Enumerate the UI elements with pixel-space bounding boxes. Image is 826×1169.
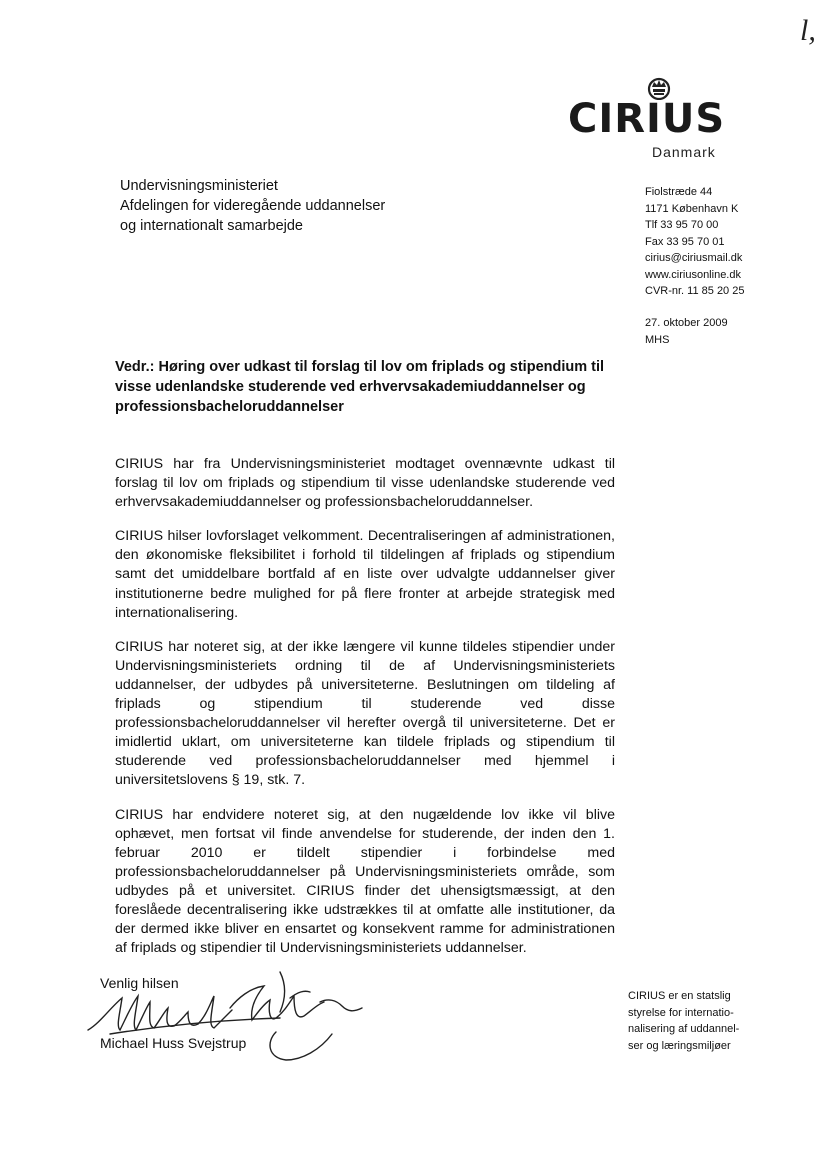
sender-street: Fiolstræde 44	[645, 186, 713, 198]
footer-line: styrelse for internatio-	[628, 1006, 734, 1019]
signer-name: Michael Huss Svejstrup	[100, 1035, 247, 1051]
logo-subtitle: Danmark	[652, 144, 716, 160]
footer-line: nalisering af uddannel-	[628, 1023, 740, 1035]
sender-email: cirius@ciriusmail.dk	[645, 252, 743, 264]
body-paragraph: CIRIUS har endvidere noteret sig, at den nugældende lov ikke vil blive ophævet, men fortsat vil finde anvendelse for studerende, der inden den 1. februar 2010 er tildelt stipendier i forbindelse med professionsbacheloruddannelser på Undervisningsministeriets område, som udbydes på et universitet. CIRIUS finder det uhensigtsmæssigt, at den foreslåede decentralisering ikke udstrækkes til at omfatte alle institutioner, da der dermed ikke bliver en ensartet og konsekvent ramme for administrationen af friplads og stipendier til Undervisningsministeriets uddannelser.	[115, 806, 615, 957]
body-paragraph: CIRIUS har noteret sig, at der ikke længere vil kunne tildeles stipendier under Undervisningsministeriets ordning til de af Undervisningsministeriets uddannelser, der udbydes på universiteterne. Beslutningen om tildeling af friplads og stipendium til studerende ved disse professionsbacheloruddannelser vil herefter overgå til universiteterne. Det er imidlertid uklart, om universiteterne kan tildele friplads og stipendium til studerende ved professionsbacheloruddannelser med hjemmel i universitetslovens § 19, stk. 7.	[115, 638, 615, 789]
recipient-line: og internationalt samarbejde	[120, 218, 303, 234]
sender-fax: Fax 33 95 70 01	[645, 235, 725, 248]
recipient-address	[120, 176, 385, 236]
author-initials: MHS	[645, 333, 670, 346]
logo-name: CIRIUS	[568, 96, 726, 142]
footer-line: CIRIUS er en statslig	[628, 990, 731, 1002]
body-paragraph: CIRIUS hilser lovforslaget velkomment. Decentraliseringen af administrationen, den økonomiske fleksibilitet i forhold til tildelingen af friplads og stipendium samt det umiddelbare bortfald af en liste over udvalgte uddannelser giver institutionerne bedre mulighed for på flere fronter at arbejde strategisk med internationalisering.	[115, 528, 615, 621]
letter-body	[115, 455, 615, 973]
sender-website: www.ciriusonline.dk	[645, 268, 741, 281]
footer-note	[628, 988, 739, 1054]
closing-greeting: Venlig hilsen	[100, 975, 179, 991]
body-paragraph: CIRIUS har fra Undervisningsministeriet modtaget ovennævnte udkast til forslag til lov om friplads og stipendium til visse udenlandske studerende ved erhvervsakademiuddannelser og professionsbacheloruddannelser.	[115, 456, 615, 511]
recipient-line: Undervisningsministeriet	[120, 178, 278, 194]
sender-phone: Tlf 33 95 70 00	[645, 219, 719, 231]
letter-date: 27. oktober 2009	[645, 317, 728, 329]
sender-address	[645, 184, 744, 300]
subject-heading: Vedr.: Høring over udkast til forslag til lov om friplads og stipendium til visse udenlandske studerende ved erhvervsakademiuddannelser og professionsbacheloruddannelser	[115, 359, 605, 415]
recipient-line: Afdelingen for videregående uddannelser	[120, 198, 386, 214]
letter-date-block	[645, 315, 728, 348]
handwritten-signature	[80, 968, 370, 1068]
sender-cvr: CVR-nr. 11 85 20 25	[645, 285, 745, 297]
sender-city: 1171 København K	[645, 202, 739, 215]
footer-line: ser og læringsmiljøer	[628, 1039, 731, 1052]
page-number-mark: l,	[800, 14, 816, 47]
